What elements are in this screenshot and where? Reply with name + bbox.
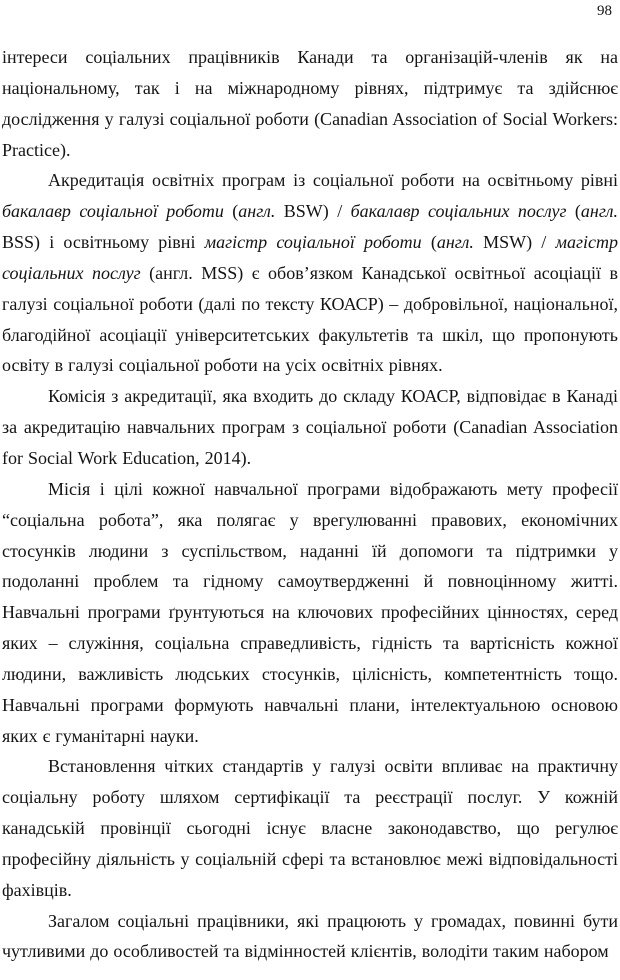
text-run: (англ. MSS) є обов’язком Канадської освітньої асоціації в галузі соціальної роботи (далі по тексту КОАСР) – добровільної, національної, благодійної асоціації університетських факультетів та шкіл, що пропонують освіту в галузі соціальної роботи на усіх освітніх рівнях. (2, 262, 618, 376)
text-run: Місія і цілі кожної навчальної програми відображають мету професії “соціальна робота”, яка полягає у врегулюванні правових, економічних стосунків людини з суспільством, наданні їй допомоги та підтримки у подоланні проблем та гідному самоутвердженні й повноцінному житті. Навчальні програми ґрунтуються на ключових професійних цінностях, серед яких – служіння, соціальна справедливість, гідність та вартісність кожної людини, важливість людських стосунків, цілісність, компетентність тощо. Навчальні програми формують навчальні плани, інтелектуальною основою яких є гуманітарні науки. (2, 478, 618, 746)
text-run: BSS) і освітньому рівні (2, 232, 205, 253)
paragraph (2, 906, 618, 968)
text-run: Акредитація освітніх програм із соціальної роботи на освітньому рівні (48, 170, 618, 191)
paragraph (2, 165, 618, 381)
paragraph (2, 751, 618, 905)
italic-text-run: магістр соціальних послуг (2, 232, 618, 283)
italic-text-run: англ. (238, 201, 276, 222)
text-run: ( (566, 201, 581, 222)
italic-text-run: бакалавр соціальної роботи (2, 201, 224, 222)
page-number: 98 (597, 3, 612, 19)
paragraph (2, 474, 618, 752)
text-run: ( (223, 201, 239, 222)
document-body (2, 42, 618, 967)
text-run: BSW) / (275, 201, 351, 222)
italic-text-run: англ. (580, 201, 618, 222)
italic-text-run: магістр соціальної роботи (204, 232, 422, 253)
italic-text-run: англ. (436, 232, 474, 253)
text-run: інтереси соціальних працівників Канади та організацій-членів як на національному, так і на міжнародному рівнях, підтримує та здійснює дослідження у галузі соціальної роботи (Canadian Association of Social Workers: Practice). (2, 47, 618, 160)
paragraph (2, 42, 618, 165)
text-run: Комісія з акредитації, яка входить до складу КОАСР, відповідає в Канаді за акредитацію навчальних програм з соціальної роботи (Canadian Association for Social Work Education, 2014). (2, 386, 618, 468)
text-run: Встановлення чітких стандартів у галузі освіти впливає на практичну соціальну роботу шляхом сертифікації та реєстрації послуг. У кожній канадській провінції сьогодні існує власне законодавство, що регулює професійну діяльність у соціальній сфері та встановлює межі відповідальності фахівців. (2, 756, 618, 900)
text-run: ( (421, 232, 437, 253)
italic-text-run: бакалавр соціальних послуг (350, 201, 567, 222)
paragraph (2, 381, 618, 474)
text-run: Загалом соціальні працівники, які працюють у громадах, повинні бути чутливими до особливостей та відмінностей клієнтів, володіти таким набором (2, 910, 618, 962)
text-run: MSW) / (473, 232, 556, 253)
